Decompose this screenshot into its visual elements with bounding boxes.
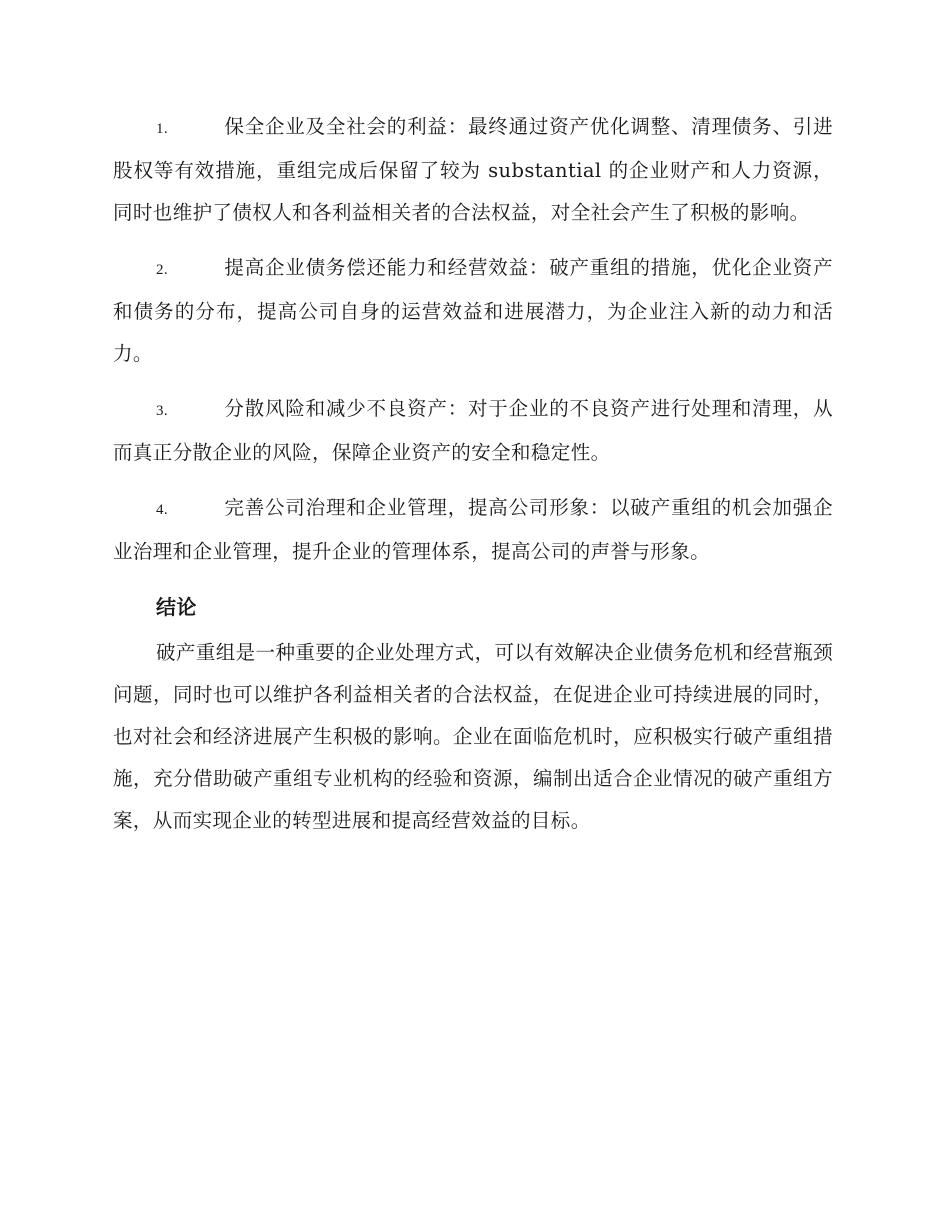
list-item-number: 2. — [156, 262, 169, 278]
list-item — [113, 106, 833, 234]
conclusion-paragraph: 破产重组是一种重要的企业处理方式，可以有效解决企业债务危机和经营瓶颈问题，同时也可以维护各利益相关者的合法权益，在促进企业可持续进展的同时，也对社会和经济进展产生积极的影响。企业在面临危机时，应积极实行破产重组措施，充分借助破产重组专业机构的经验和资源，编制出适合企业情况的破产重组方案，从而实现企业的转型进展和提高经营效益的目标。 — [113, 641, 833, 832]
list-item-number: 4. — [156, 502, 169, 518]
list-item-text: 保全企业及全社会的利益：最终通过资产优化调整、清理债务、引进股权等有效措施，重组完成后保留了较为 substantial 的企业财产和人力资源，同时也维护了债权人和各利益相关者的合法权益，对全社会产生了积极的影响。 — [113, 115, 833, 224]
list-item-text: 分散风险和减少不良资产：对于企业的不良资产进行处理和清理，从而真正分散企业的风险，保障企业资产的安全和稳定性。 — [113, 397, 833, 464]
list-item-text: 完善公司治理和企业管理，提高公司形象：以破产重组的机会加强企业治理和企业管理，提升企业的管理体系，提高公司的声誉与形象。 — [113, 496, 833, 563]
document-page — [113, 106, 833, 842]
list-item — [113, 487, 833, 573]
list-item-text: 提高企业债务偿还能力和经营效益：破产重组的措施，优化企业资产和债务的分布，提高公司自身的运营效益和进展潜力，为企业注入新的动力和活力。 — [113, 256, 833, 365]
list-item — [113, 247, 833, 375]
list-item-number: 1. — [156, 121, 169, 137]
conclusion-heading: 结论 — [156, 595, 197, 619]
list-item — [113, 388, 833, 474]
list-item-number: 3. — [156, 403, 169, 419]
